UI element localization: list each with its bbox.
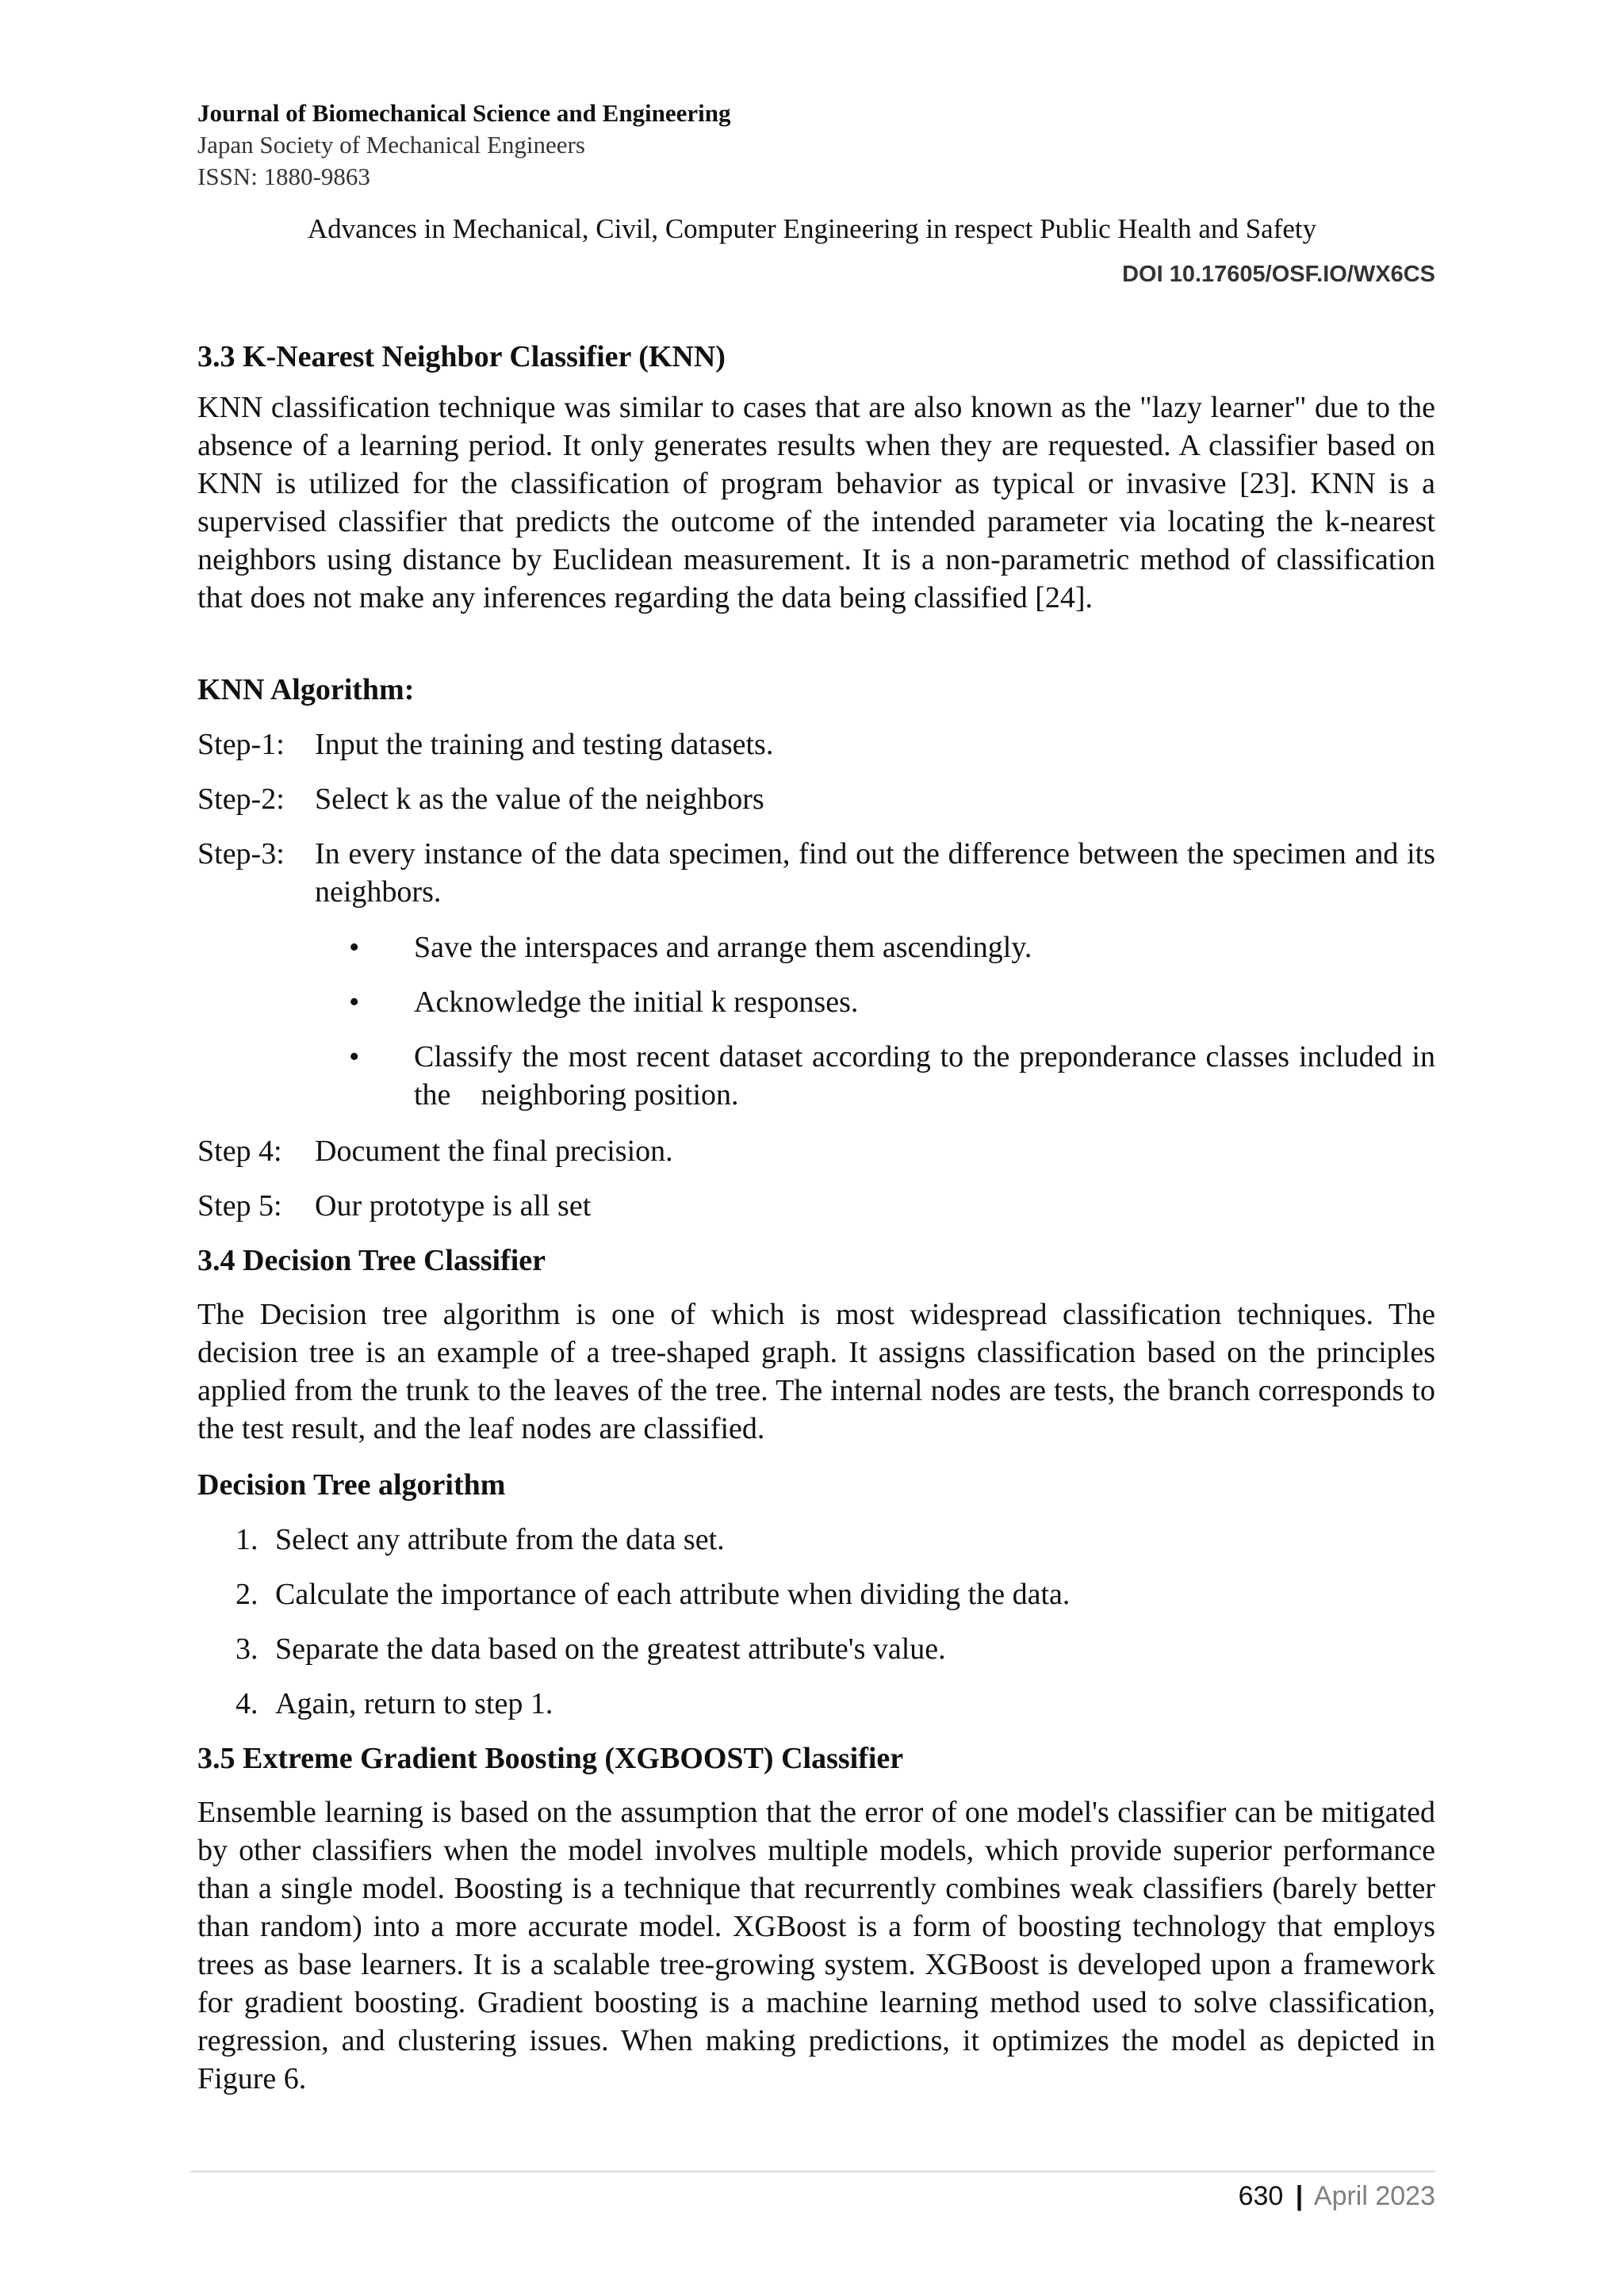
- doi-value: 10.17605/OSF.IO/WX6CS: [1169, 262, 1435, 287]
- step-text: Our prototype is all set: [315, 1189, 592, 1223]
- dt-list-item: [197, 1575, 1473, 1613]
- list-text: Again, return to step 1.: [275, 1687, 553, 1720]
- section-heading-xgb: 3.5 Extreme Gradient Boosting (XGBOOST) Classifier: [197, 1742, 904, 1775]
- list-text: Select any attribute from the data set.: [275, 1523, 725, 1556]
- dt-list-item: [197, 1630, 1473, 1668]
- bullet-dot-icon: •: [349, 931, 360, 964]
- knn-step: [197, 725, 1435, 763]
- bullet-text: Acknowledge the initial k responses.: [414, 985, 859, 1019]
- list-number: 2.: [236, 1578, 259, 1611]
- list-number: 1.: [236, 1523, 259, 1556]
- bullet-text: Save the interspaces and arrange them ascendingly.: [414, 931, 1032, 964]
- doi: [1122, 260, 1435, 289]
- list-number: 3.: [236, 1632, 259, 1666]
- list-text: Calculate the importance of each attribute when dividing the data.: [275, 1578, 1071, 1611]
- footer-separator: |: [1295, 2181, 1304, 2211]
- knn-bullet: [349, 1038, 1443, 1114]
- issue-title: Advances in Mechanical, Civil, Computer Engineering in respect Public Health and Safety: [307, 213, 1317, 244]
- knn-step: [197, 1132, 1435, 1170]
- knn-algo-heading-block: [197, 671, 1435, 709]
- section-knn: [197, 338, 1435, 376]
- dt-algo-heading: Decision Tree algorithm: [197, 1468, 506, 1502]
- step-text: Document the final precision.: [315, 1135, 673, 1168]
- journal-society: Japan Society of Mechanical Engineers: [197, 131, 585, 159]
- journal-issn: ISSN: 1880-9863: [197, 163, 370, 190]
- dt-paragraph-block: [197, 1295, 1435, 1448]
- list-number: 4.: [236, 1687, 259, 1720]
- knn-bullet: [349, 983, 1435, 1021]
- step-label: Step-3:: [197, 837, 285, 871]
- knn-paragraph-block: [197, 388, 1435, 617]
- bullet-dot-icon: •: [349, 985, 360, 1019]
- dt-list-item: [197, 1521, 1473, 1559]
- step-label: Step-2:: [197, 783, 285, 816]
- dt-algo-heading-block: [197, 1466, 1435, 1504]
- page-number: 630: [1238, 2181, 1284, 2211]
- xgb-paragraph-block: [197, 1793, 1435, 2098]
- step-label: Step 5:: [197, 1189, 282, 1223]
- knn-algo-heading: KNN Algorithm:: [197, 673, 415, 706]
- step-label: Step-1:: [197, 728, 285, 761]
- bullet-text: Classify the most recent dataset according to the preponderance classes included in the neighboring position.: [414, 1040, 1443, 1112]
- bullet-dot-icon: •: [349, 1040, 360, 1073]
- xgb-paragraph: Ensemble learning is based on the assumption that the error of one model's classifier can be mitigated by other classifiers when the model involves multiple models, which provide superior performance than a single model. Boosting is a technique that recurrently combines weak classifiers (barely better than random) into a more accurate model. XGBoost is a form of boosting technology that employs trees as base learners. It is a scalable tree-growing system. XGBoost is developed upon a framework for gradient boosting. Gradient boosting is a machine learning method used to solve classification, regression, and clustering issues. When making predictions, it optimizes the model as depicted in Figure 6.: [197, 1796, 1435, 2095]
- list-text: Separate the data based on the greatest attribute's value.: [275, 1632, 946, 1666]
- page-footer: [1239, 2179, 1435, 2214]
- publication-date: April 2023: [1313, 2181, 1435, 2211]
- section-heading-dt: 3.4 Decision Tree Classifier: [197, 1244, 546, 1277]
- knn-step: [197, 835, 1435, 911]
- step-label: Step 4:: [197, 1135, 282, 1168]
- step-text: Input the training and testing datasets.: [315, 728, 774, 761]
- knn-bullet: [349, 928, 1435, 966]
- section-dt: [197, 1242, 1435, 1280]
- knn-paragraph: KNN classification technique was similar to cases that are also known as the "lazy learner" due to the absence of a learning period. It only generates results when they are requested. A classifier based on KNN is utilized for the classification of program behavior as typical or invasive [23]. KNN is a supervised classifier that predicts the outcome of the intended parameter via locating the k-nearest neighbors using distance by Euclidean measurement. It is a non-parametric method of classification that does not make any inferences regarding the data being classified [24].: [197, 391, 1435, 614]
- dt-list-item: [197, 1685, 1473, 1723]
- footer-divider: [190, 2171, 1435, 2172]
- dt-paragraph: The Decision tree algorithm is one of which is most widespread classification techniques. The decision tree is an example of a tree-shaped graph. It assigns classification based on the principles applied from the trunk to the leaves of the tree. The internal nodes are tests, the branch corresponds to the test result, and the leaf nodes are classified.: [197, 1298, 1435, 1445]
- step-text: Select k as the value of the neighbors: [315, 783, 764, 816]
- knn-step: [197, 1187, 1435, 1225]
- doi-label: DOI: [1122, 262, 1163, 287]
- journal-title: Journal of Biomechanical Science and Engineering: [197, 99, 731, 127]
- section-xgb: [197, 1739, 1435, 1777]
- knn-step: [197, 780, 1435, 818]
- step-text: In every instance of the data specimen, find out the difference between the specimen and its neighbors.: [315, 837, 1435, 909]
- section-heading-knn: 3.3 K-Nearest Neighbor Classifier (KNN): [197, 340, 726, 373]
